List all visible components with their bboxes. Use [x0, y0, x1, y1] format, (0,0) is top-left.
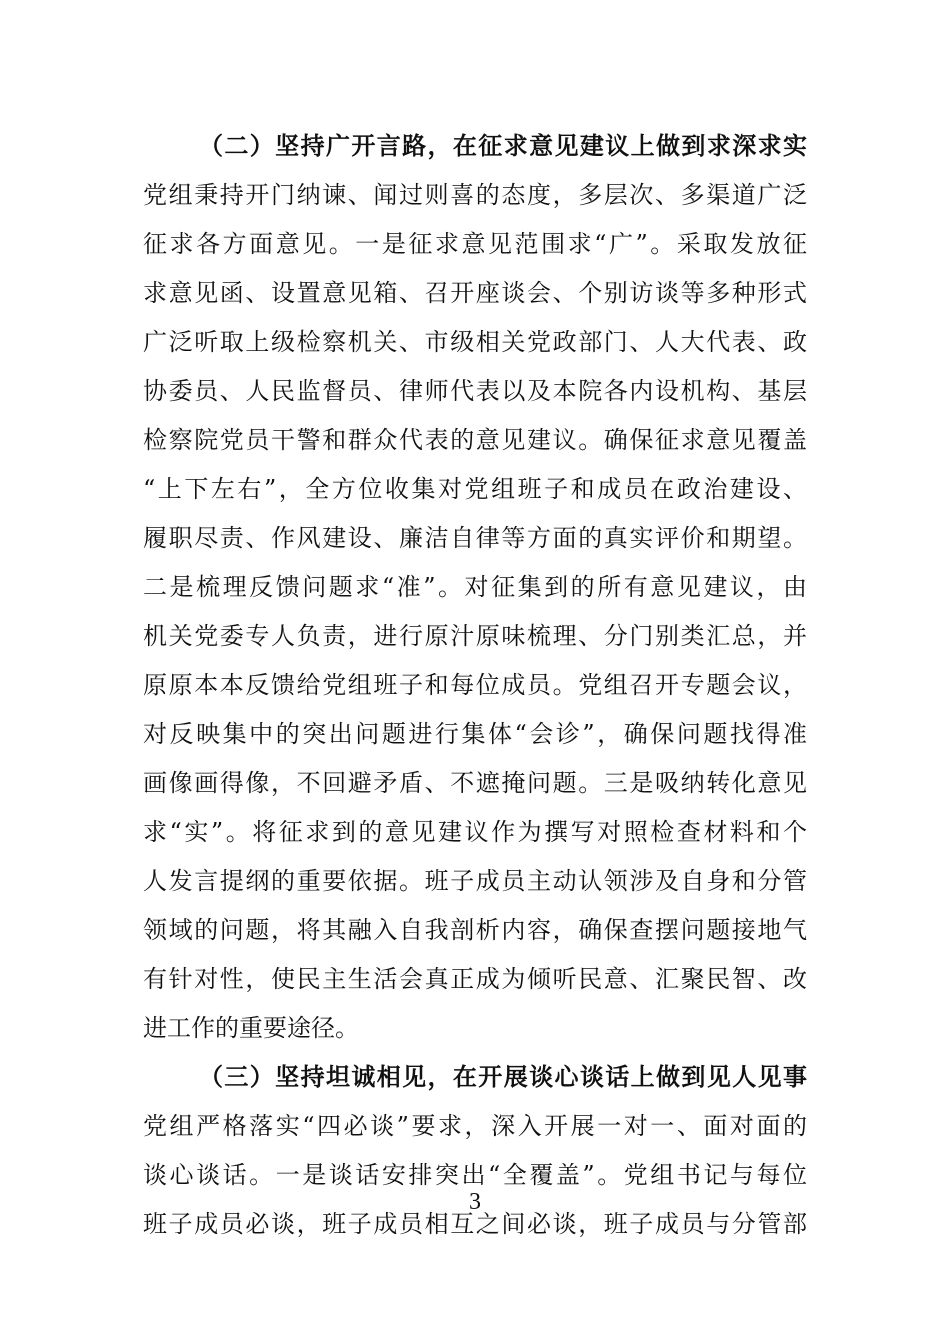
- paragraph-line: 广泛听取上级检察机关、市级相关党政部门、人大代表、政: [143, 328, 807, 356]
- paragraph-line: 原原本本反馈给党组班子和每位成员。党组召开专题会议，: [143, 671, 807, 699]
- paragraph-line: 领域的问题，将其融入自我剖析内容，确保查摆问题接地气: [143, 916, 807, 944]
- section-heading-2: （二）坚持广开言路，在征求意见建议上做到求深求实: [199, 131, 807, 160]
- paragraph-line: 党组严格落实“四必谈”要求，深入开展一对一、面对面的: [143, 1112, 807, 1140]
- paragraph-line: 人发言提纲的重要依据。班子成员主动认领涉及自身和分管: [143, 867, 807, 895]
- paragraph-line: 履职尽责、作风建设、廉洁自律等方面的真实评价和期望。: [143, 524, 807, 552]
- paragraph-line: 党组秉持开门纳谏、闻过则喜的态度，多层次、多渠道广泛: [143, 181, 807, 209]
- paragraph-line: 二是梳理反馈问题求“准”。对征集到的所有意见建议，由: [143, 573, 807, 601]
- paragraph-line: 征求各方面意见。一是征求意见范围求“广”。采取发放征: [143, 230, 807, 258]
- paragraph-line: 进工作的重要途径。: [143, 1014, 359, 1042]
- paragraph-line: 对反映集中的突出问题进行集体“会诊”，确保问题找得准: [143, 720, 807, 748]
- paragraph-line: 画像画得像，不回避矛盾、不遮掩问题。三是吸纳转化意见: [143, 769, 807, 797]
- paragraph-line: 谈心谈话。一是谈话安排突出“全覆盖”。党组书记与每位: [143, 1161, 807, 1189]
- section-heading-3: （三）坚持坦诚相见，在开展谈心谈话上做到见人见事: [199, 1062, 807, 1091]
- paragraph-line: 有针对性，使民主生活会真正成为倾听民意、汇聚民智、改: [143, 965, 807, 993]
- paragraph-line: 协委员、人民监督员、律师代表以及本院各内设机构、基层: [143, 377, 807, 405]
- page-number: 3: [469, 1189, 481, 1215]
- paragraph-line: 求“实”。将征求到的意见建议作为撰写对照检查材料和个: [143, 818, 807, 846]
- paragraph-line: “上下左右”，全方位收集对党组班子和成员在政治建设、: [143, 475, 807, 503]
- paragraph-line: 求意见函、设置意见箱、召开座谈会、个别访谈等多种形式: [143, 279, 807, 307]
- paragraph-line: 机关党委专人负责，进行原汁原味梳理、分门别类汇总，并: [143, 622, 807, 650]
- paragraph-line: 检察院党员干警和群众代表的意见建议。确保征求意见覆盖: [143, 426, 807, 454]
- paragraph-line: 班子成员必谈，班子成员相互之间必谈，班子成员与分管部: [143, 1210, 807, 1238]
